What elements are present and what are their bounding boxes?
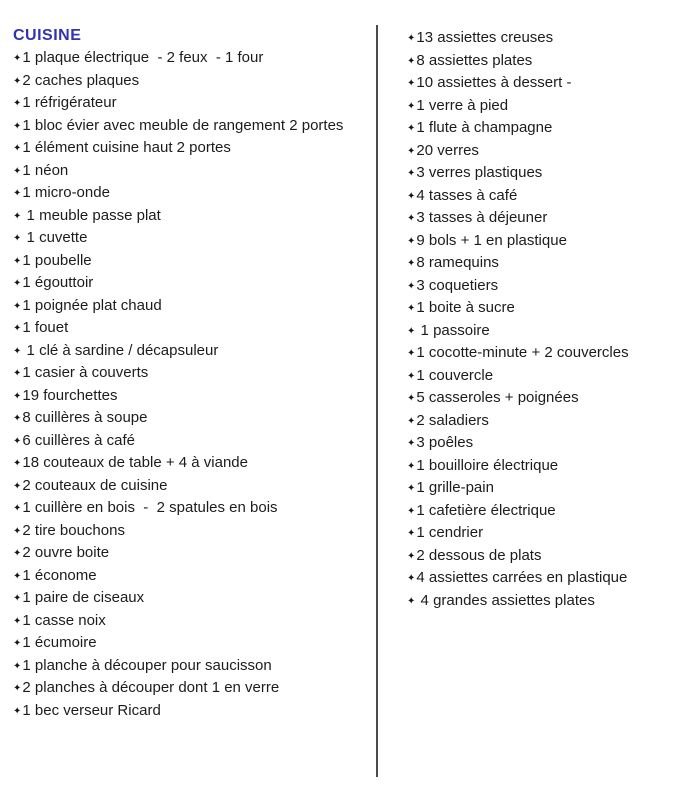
list-item <box>13 452 371 475</box>
item-text: 6 cuillères à café <box>22 431 135 449</box>
list-item <box>407 387 695 410</box>
list-item <box>407 95 695 118</box>
diamond-bullet-icon: ✦ <box>13 705 22 717</box>
diamond-bullet-icon: ✦ <box>13 593 22 604</box>
diamond-bullet-icon: ✦ <box>13 255 22 267</box>
diamond-bullet-icon: ✦ <box>13 98 22 109</box>
diamond-bullet-icon: ✦ <box>407 595 416 607</box>
list-item <box>13 250 371 273</box>
diamond-bullet-icon: ✦ <box>407 190 416 202</box>
diamond-bullet-icon: ✦ <box>13 165 22 177</box>
diamond-bullet-icon: ✦ <box>13 323 22 334</box>
diamond-bullet-icon: ✦ <box>407 438 416 449</box>
item-text: 1 verre à pied <box>416 96 509 114</box>
list-item <box>407 432 695 455</box>
item-text: 1 poubelle <box>22 251 92 269</box>
list-item <box>407 522 695 545</box>
item-text: 1 grille-pain <box>416 479 494 496</box>
list-item <box>407 185 695 208</box>
diamond-bullet-icon: ✦ <box>13 120 22 132</box>
diamond-bullet-icon: ✦ <box>13 75 22 87</box>
item-text: 2 planches à découper dont 1 en verre <box>22 679 280 696</box>
list-item <box>13 115 371 138</box>
item-text: 1 casse noix <box>22 611 106 629</box>
item-text: 1 bloc évier avec meuble de rangement 2 portes <box>22 116 344 134</box>
list-item <box>407 365 695 388</box>
diamond-bullet-icon: ✦ <box>13 548 22 559</box>
item-text: 4 grandes assiettes plates <box>416 591 595 609</box>
diamond-bullet-icon: ✦ <box>407 415 416 427</box>
diamond-bullet-icon: ✦ <box>13 413 22 424</box>
column-divider <box>376 25 378 777</box>
item-text: 10 assiettes à dessert - <box>416 74 572 91</box>
item-text: 1 cuillère en bois - 2 spatules en bois <box>22 499 278 516</box>
diamond-bullet-icon: ✦ <box>13 143 22 154</box>
list-item <box>13 407 371 430</box>
diamond-bullet-icon: ✦ <box>13 480 22 492</box>
list-item <box>13 632 371 655</box>
list-item <box>13 317 371 340</box>
list-item <box>13 430 371 453</box>
diamond-bullet-icon: ✦ <box>13 53 22 64</box>
item-text: 2 tire bouchons <box>22 521 125 539</box>
item-text: 1 couvercle <box>416 366 494 384</box>
item-text: 2 couteaux de cuisine <box>22 476 168 494</box>
item-text: 3 poêles <box>416 434 474 451</box>
diamond-bullet-icon: ✦ <box>407 258 416 269</box>
diamond-bullet-icon: ✦ <box>407 505 416 517</box>
item-text: 8 assiettes plates <box>416 51 533 69</box>
inventory-right-column <box>407 27 695 612</box>
item-text: 20 verres <box>416 141 479 159</box>
list-item <box>13 272 371 295</box>
list-item <box>407 27 695 50</box>
list-item <box>13 542 371 565</box>
list-item <box>407 275 695 298</box>
item-text: 1 boite à sucre <box>416 299 515 316</box>
item-text: 1 réfrigérateur <box>22 94 117 111</box>
item-text: 1 casier à couverts <box>22 364 149 381</box>
list-item <box>407 162 695 185</box>
list-item <box>407 320 695 343</box>
item-text: 1 plaque électrique - 2 feux - 1 four <box>22 49 264 66</box>
list-item <box>13 205 371 228</box>
diamond-bullet-icon: ✦ <box>407 460 416 472</box>
diamond-bullet-icon: ✦ <box>407 78 416 89</box>
item-text: 1 économe <box>22 566 97 584</box>
list-item <box>13 137 371 160</box>
diamond-bullet-icon: ✦ <box>407 168 416 179</box>
diamond-bullet-icon: ✦ <box>13 615 22 627</box>
item-text: 1 égouttoir <box>22 274 94 291</box>
list-item <box>407 455 695 478</box>
list-item <box>13 520 371 543</box>
diamond-bullet-icon: ✦ <box>407 483 416 494</box>
item-text: 1 passoire <box>416 321 490 339</box>
list-item <box>13 182 371 205</box>
list-item <box>13 587 371 610</box>
inventory-left-column <box>13 25 371 722</box>
diamond-bullet-icon: ✦ <box>13 188 22 199</box>
diamond-bullet-icon: ✦ <box>13 525 22 537</box>
list-item <box>13 340 371 363</box>
item-text: 4 tasses à café <box>416 186 518 204</box>
item-text: 8 cuillères à soupe <box>22 409 148 426</box>
item-text: 1 micro-onde <box>22 184 110 201</box>
list-item <box>13 677 371 700</box>
list-item <box>13 497 371 520</box>
item-text: 2 caches plaques <box>22 71 140 89</box>
item-text: 1 néon <box>22 161 69 179</box>
list-item <box>407 477 695 500</box>
diamond-bullet-icon: ✦ <box>13 503 22 514</box>
diamond-bullet-icon: ✦ <box>13 683 22 694</box>
diamond-bullet-icon: ✦ <box>407 528 416 539</box>
list-item <box>13 160 371 183</box>
diamond-bullet-icon: ✦ <box>13 660 22 672</box>
list-item <box>407 545 695 568</box>
list-item <box>407 140 695 163</box>
item-text: 1 élément cuisine haut 2 portes <box>22 139 231 156</box>
list-item <box>407 252 695 275</box>
item-text: 1 flute à champagne <box>416 119 553 136</box>
list-item <box>407 72 695 95</box>
diamond-bullet-icon: ✦ <box>13 435 22 447</box>
diamond-bullet-icon: ✦ <box>407 123 416 134</box>
item-text: 2 saladiers <box>416 411 489 429</box>
list-item <box>407 117 695 140</box>
item-text: 3 coquetiers <box>416 276 499 294</box>
list-item <box>13 475 371 498</box>
item-text: 3 tasses à déjeuner <box>416 209 548 226</box>
diamond-bullet-icon: ✦ <box>407 280 416 292</box>
list-item <box>13 610 371 633</box>
list-item <box>13 565 371 588</box>
diamond-bullet-icon: ✦ <box>13 638 22 649</box>
diamond-bullet-icon: ✦ <box>407 325 416 337</box>
page-title: CUISINE <box>13 27 82 44</box>
diamond-bullet-icon: ✦ <box>407 393 416 404</box>
diamond-bullet-icon: ✦ <box>13 233 22 244</box>
diamond-bullet-icon: ✦ <box>407 348 416 359</box>
diamond-bullet-icon: ✦ <box>407 213 416 224</box>
diamond-bullet-icon: ✦ <box>407 33 416 44</box>
list-item <box>407 410 695 433</box>
diamond-bullet-icon: ✦ <box>13 368 22 379</box>
item-text: 1 cendrier <box>416 524 484 541</box>
list-item <box>407 500 695 523</box>
diamond-bullet-icon: ✦ <box>407 235 416 247</box>
list-item <box>407 50 695 73</box>
diamond-bullet-icon: ✦ <box>407 370 416 382</box>
list-item <box>407 590 695 613</box>
item-text: 1 bec verseur Ricard <box>22 701 161 719</box>
diamond-bullet-icon: ✦ <box>13 570 22 582</box>
item-text: 1 cuvette <box>22 229 88 246</box>
item-text: 4 assiettes carrées en plastique <box>416 569 628 586</box>
right-item-list <box>407 27 695 612</box>
item-text: 1 paire de ciseaux <box>22 589 145 606</box>
diamond-bullet-icon: ✦ <box>407 550 416 562</box>
item-text: 3 verres plastiques <box>416 164 543 181</box>
diamond-bullet-icon: ✦ <box>407 303 416 314</box>
item-text: 5 casseroles + poignées <box>416 389 579 406</box>
item-text: 9 bols + 1 en plastique <box>416 231 567 249</box>
diamond-bullet-icon: ✦ <box>407 100 416 112</box>
diamond-bullet-icon: ✦ <box>407 55 416 67</box>
item-text: 1 planche à découper pour saucisson <box>22 656 272 674</box>
item-text: 1 écumoire <box>22 634 97 651</box>
diamond-bullet-icon: ✦ <box>13 458 22 469</box>
item-text: 1 cocotte-minute + 2 couvercles <box>416 344 629 361</box>
diamond-bullet-icon: ✦ <box>407 145 416 157</box>
diamond-bullet-icon: ✦ <box>13 345 22 357</box>
list-item <box>13 362 371 385</box>
list-item <box>13 47 371 70</box>
list-item <box>13 655 371 678</box>
item-text: 2 dessous de plats <box>416 546 542 564</box>
diamond-bullet-icon: ✦ <box>13 300 22 312</box>
diamond-bullet-icon: ✦ <box>13 210 22 222</box>
item-text: 18 couteaux de table + 4 à viande <box>22 454 248 471</box>
list-item <box>13 227 371 250</box>
list-item <box>407 567 695 590</box>
list-item <box>407 230 695 253</box>
item-text: 1 fouet <box>22 319 69 336</box>
list-item <box>13 700 371 723</box>
item-text: 8 ramequins <box>416 254 499 271</box>
list-item <box>407 342 695 365</box>
list-item <box>407 207 695 230</box>
item-text: 1 cafetière électrique <box>416 501 556 519</box>
item-text: 19 fourchettes <box>22 386 118 404</box>
list-item <box>13 295 371 318</box>
diamond-bullet-icon: ✦ <box>13 278 22 289</box>
diamond-bullet-icon: ✦ <box>407 573 416 584</box>
item-text: 1 meuble passe plat <box>22 206 161 224</box>
item-text: 1 bouilloire électrique <box>416 456 559 474</box>
diamond-bullet-icon: ✦ <box>13 390 22 402</box>
left-item-list <box>13 47 371 722</box>
list-item <box>13 92 371 115</box>
item-text: 13 assiettes creuses <box>416 29 554 46</box>
item-text: 1 poignée plat chaud <box>22 296 162 314</box>
list-item <box>13 385 371 408</box>
list-item <box>407 297 695 320</box>
item-text: 1 clé à sardine / décapsuleur <box>22 341 219 359</box>
list-item <box>13 70 371 93</box>
item-text: 2 ouvre boite <box>22 544 110 561</box>
